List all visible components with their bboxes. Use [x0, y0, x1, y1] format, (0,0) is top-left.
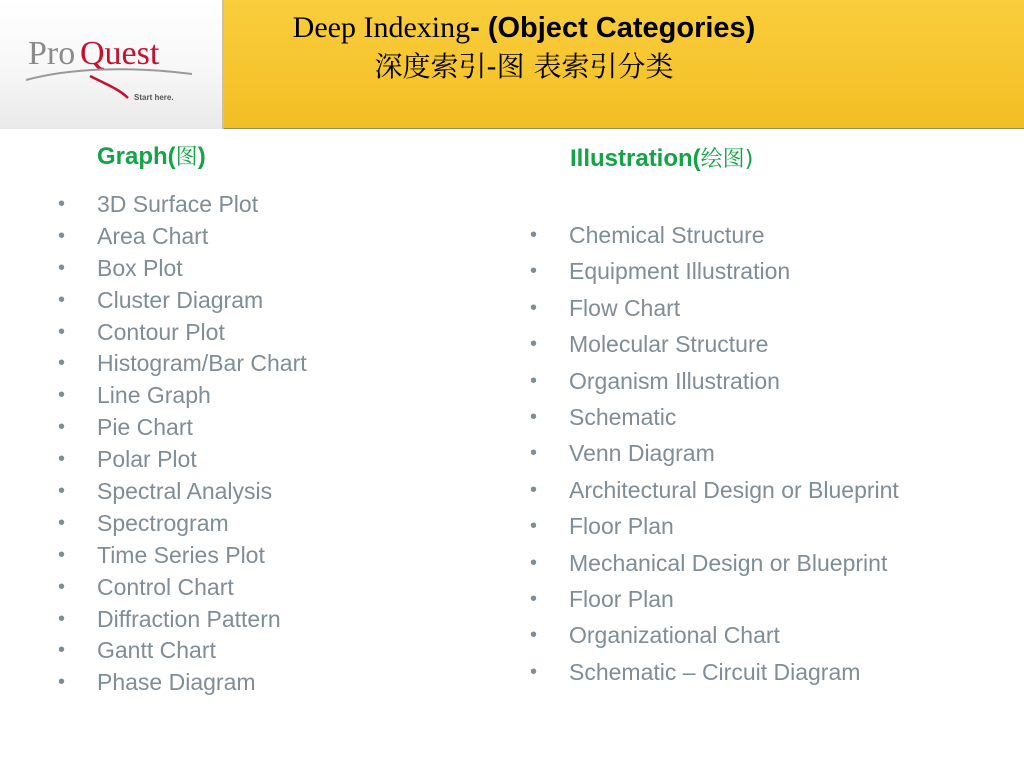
list-item: • Organism Illustration: [528, 363, 998, 399]
list-item: • Histogram/Bar Chart: [56, 348, 476, 380]
illustration-heading: [570, 142, 998, 177]
illustration-heading-cjk: 绘图: [700, 147, 745, 172]
logo-q-tail: [90, 76, 128, 98]
graph-heading: [97, 140, 476, 175]
illustration-list: [528, 217, 998, 690]
list-item: • Cluster Diagram: [56, 285, 476, 317]
page-subtitle: 深度索引-图 表索引分类: [374, 50, 674, 83]
list-item: • Molecular Structure: [528, 326, 998, 362]
header-band: [0, 0, 1024, 129]
illustration-column: [528, 142, 998, 690]
list-item: • Schematic: [528, 399, 998, 435]
logo-panel: [0, 0, 224, 129]
proquest-logo: [20, 28, 200, 104]
list-item: • Spectrogram: [56, 508, 476, 540]
page-title: [224, 8, 824, 48]
list-item: • Gantt Chart: [56, 635, 476, 667]
logo-tagline: Start here.: [134, 93, 174, 102]
list-item: • Line Graph: [56, 380, 476, 412]
graph-heading-text: Graph(: [97, 143, 176, 170]
list-item: • Control Chart: [56, 572, 476, 604]
list-item: • Architectural Design or Blueprint: [528, 472, 998, 508]
title-deep-indexing: Deep Indexing: [292, 11, 471, 44]
title-block: [224, 8, 824, 86]
list-item: • Venn Diagram: [528, 435, 998, 471]
illustration-heading-close: ): [744, 147, 754, 172]
list-item: • Polar Plot: [56, 444, 476, 476]
graph-column: [56, 140, 476, 699]
list-item: • Area Chart: [56, 221, 476, 253]
list-item: • Floor Plan: [528, 581, 998, 617]
list-item: • Phase Diagram: [56, 667, 476, 699]
logo-text-pro: Pro: [28, 35, 76, 72]
list-item: • Spectral Analysis: [56, 476, 476, 508]
list-item: • Mechanical Design or Blueprint: [528, 545, 998, 581]
list-item: • Schematic – Circuit Diagram: [528, 654, 998, 690]
list-item: • Contour Plot: [56, 317, 476, 349]
illustration-heading-text: Illustration(: [570, 145, 701, 172]
list-item: • Box Plot: [56, 253, 476, 285]
list-item: • Flow Chart: [528, 290, 998, 326]
list-item: • Equipment Illustration: [528, 253, 998, 289]
list-item: • 3D Surface Plot: [56, 189, 476, 221]
list-item: • Organizational Chart: [528, 617, 998, 653]
graph-heading-cjk: 图: [175, 145, 198, 170]
list-item: • Chemical Structure: [528, 217, 998, 253]
list-item: • Floor Plan: [528, 508, 998, 544]
title-object-categories: - (Object Categories): [470, 12, 756, 44]
graph-list: [56, 189, 476, 699]
graph-heading-close: ): [197, 143, 206, 170]
list-item: • Diffraction Pattern: [56, 604, 476, 636]
list-item: • Pie Chart: [56, 412, 476, 444]
logo-text-quest: Quest: [80, 35, 160, 72]
list-item: • Time Series Plot: [56, 540, 476, 572]
